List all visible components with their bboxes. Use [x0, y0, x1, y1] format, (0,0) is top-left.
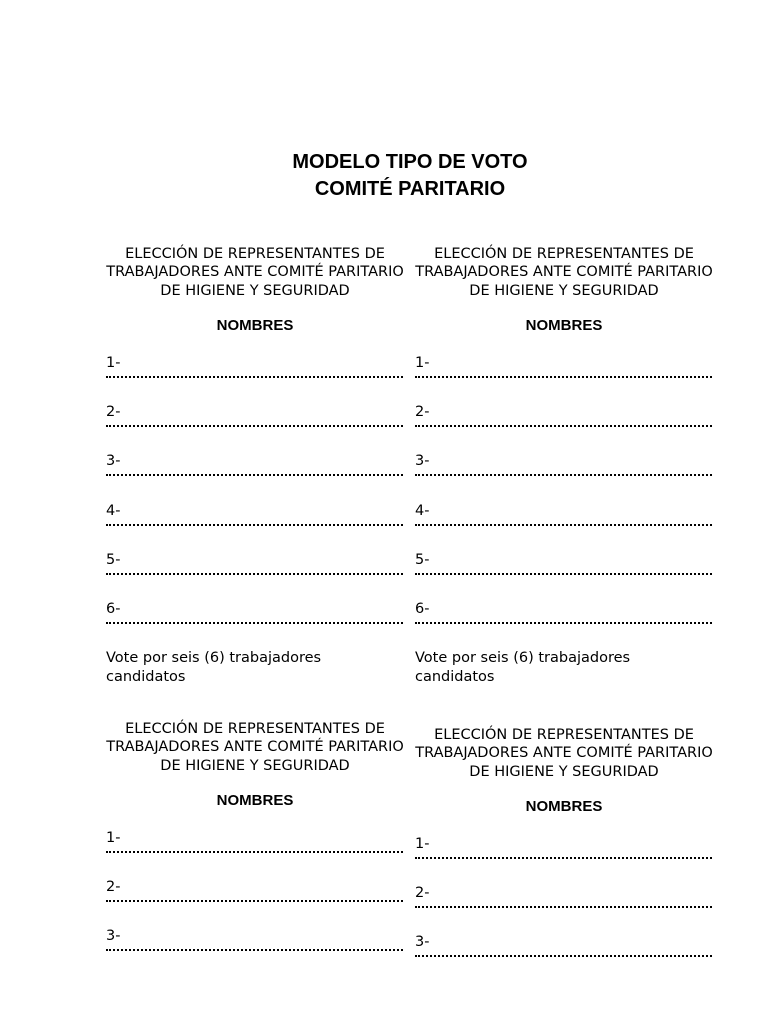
dotted-line: [415, 622, 712, 624]
name-list: [106, 354, 404, 650]
name-list: [106, 829, 404, 977]
name-entry-5[interactable]: [415, 551, 713, 600]
name-entry-4[interactable]: [106, 502, 404, 551]
name-entry-1[interactable]: [415, 835, 713, 884]
entry-number: 2-: [415, 884, 430, 901]
dotted-line: [415, 857, 712, 859]
entry-number: 3-: [106, 928, 121, 945]
ballot-heading: ELECCIÓN DE REPRESENTANTES DE TRABAJADORES ANTE COMITÉ PARITARIO DE HIGIENE Y SEGURIDAD: [106, 721, 404, 774]
entry-number: 4-: [106, 502, 121, 519]
ballot-instruction: Vote por seis (6) trabajadores candidatos: [415, 650, 631, 685]
entry-number: 3-: [106, 453, 121, 470]
dotted-line: [415, 573, 712, 575]
name-entry-2[interactable]: [415, 403, 713, 452]
entry-number: 5-: [106, 551, 121, 568]
ballot-top-left: [106, 245, 404, 686]
names-label: NOMBRES: [525, 317, 603, 335]
name-entry-3[interactable]: [415, 452, 713, 501]
name-entry-5[interactable]: [106, 551, 404, 600]
dotted-line: [415, 524, 712, 526]
dotted-line: [106, 425, 403, 427]
dotted-line: [415, 376, 712, 378]
name-list: [415, 835, 713, 983]
dotted-line: [415, 955, 712, 957]
entry-number: 3-: [415, 453, 430, 470]
entry-number: 2-: [106, 878, 121, 895]
dotted-line: [106, 622, 403, 624]
ballot-top-right: [415, 245, 713, 686]
dotted-line: [415, 474, 712, 476]
name-entry-3[interactable]: [106, 452, 404, 501]
entry-number: 6-: [415, 601, 430, 618]
ballot-bottom-right: [415, 726, 713, 983]
name-entry-1[interactable]: [415, 354, 713, 403]
dotted-line: [106, 900, 403, 902]
ballot-heading: ELECCIÓN DE REPRESENTANTES DE TRABAJADORES ANTE COMITÉ PARITARIO DE HIGIENE Y SEGURIDAD: [415, 727, 713, 780]
names-label: NOMBRES: [216, 317, 294, 335]
ballot-heading: ELECCIÓN DE REPRESENTANTES DE TRABAJADORES ANTE COMITÉ PARITARIO DE HIGIENE Y SEGURIDAD: [106, 246, 404, 299]
ballot-bottom-left: [106, 720, 404, 977]
dotted-line: [415, 425, 712, 427]
entry-number: 1-: [415, 354, 430, 371]
entry-number: 4-: [415, 502, 430, 519]
name-list: [415, 354, 713, 650]
entry-number: 1-: [106, 829, 121, 846]
name-entry-6[interactable]: [106, 600, 404, 649]
dotted-line: [106, 573, 403, 575]
names-label: NOMBRES: [525, 798, 603, 816]
dotted-line: [106, 851, 403, 853]
entry-number: 2-: [106, 403, 121, 420]
document-title: [0, 149, 768, 203]
title-line-1: MODELO TIPO DE VOTO: [292, 151, 528, 173]
dotted-line: [106, 949, 403, 951]
name-entry-3[interactable]: [415, 933, 713, 982]
names-label: NOMBRES: [216, 792, 294, 810]
name-entry-2[interactable]: [106, 403, 404, 452]
ballot-instruction: Vote por seis (6) trabajadores candidatos: [106, 650, 322, 685]
title-line-2: COMITÉ PARITARIO: [314, 178, 506, 200]
entry-number: 6-: [106, 601, 121, 618]
dotted-line: [106, 474, 403, 476]
name-entry-2[interactable]: [106, 878, 404, 927]
dotted-line: [415, 906, 712, 908]
name-entry-1[interactable]: [106, 829, 404, 878]
entry-number: 1-: [106, 354, 121, 371]
entry-number: 1-: [415, 835, 430, 852]
name-entry-1[interactable]: [106, 354, 404, 403]
entry-number: 2-: [415, 403, 430, 420]
ballot-heading: ELECCIÓN DE REPRESENTANTES DE TRABAJADORES ANTE COMITÉ PARITARIO DE HIGIENE Y SEGURIDAD: [415, 246, 713, 299]
dotted-line: [106, 376, 403, 378]
entry-number: 3-: [415, 934, 430, 951]
name-entry-4[interactable]: [415, 502, 713, 551]
name-entry-2[interactable]: [415, 884, 713, 933]
dotted-line: [106, 524, 403, 526]
entry-number: 5-: [415, 551, 430, 568]
name-entry-3[interactable]: [106, 927, 404, 976]
name-entry-6[interactable]: [415, 600, 713, 649]
